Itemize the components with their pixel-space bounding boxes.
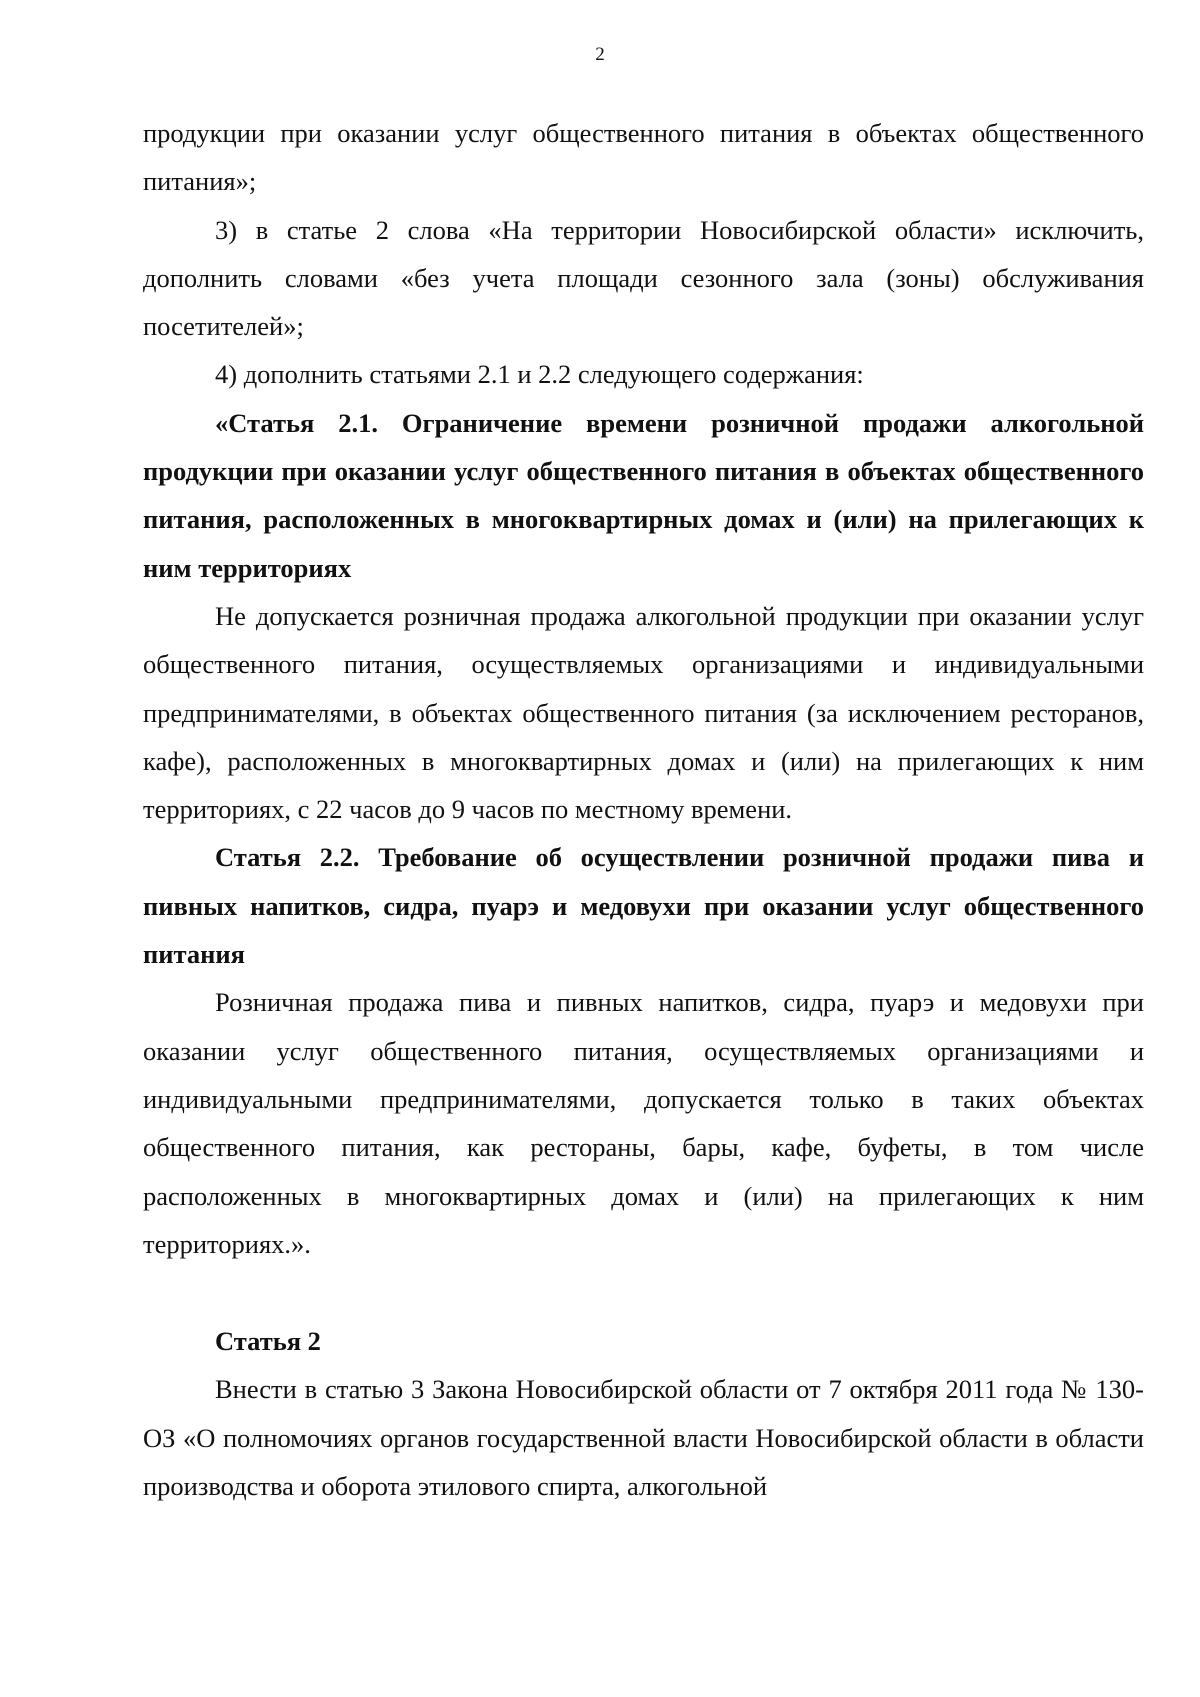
article-2-2-text: Розничная продажа пива и пивных напитков, сидра, пуарэ и медовухи при оказании услуг общественного питания, осуществляемых организациями и индивидуальными предпринимателями, допускается только в таких объектах общественного питания, как рестораны, бары, кафе, буфеты, в том числе расположенных в многоквартирных домах и (или) на прилегающих к ним территориях.».	[143, 987, 1144, 1259]
page-number: 2	[595, 44, 605, 65]
paragraph-item-3: 3) в статье 2 слова «На территории Новосибирской области» исключить, дополнить словами «без учета площади сезонного зала (зоны) обслуживания посетителей»;	[143, 214, 1144, 342]
paragraph-item-4: 4) дополнить статьями 2.1 и 2.2 следующего содержания:	[215, 359, 864, 390]
article-2-text: Внести в статью 3 Закона Новосибирской области от 7 октября 2011 года № 130-ОЗ «О полномочиях органов государственной власти Новосибирской области в области производства и оборота этилового спирта, алкогольной	[143, 1374, 1144, 1502]
document-body	[143, 109, 1144, 1510]
article-2-1-heading: «Статья 2.1. Ограничение времени розничной продажи алкогольной продукции при оказании услуг общественного питания в объектах общественного питания, расположенных в многоквартирных домах и (или) на прилегающих к ним территориях	[143, 407, 1144, 583]
article-2-1-text: Не допускается розничная продажа алкогольной продукции при оказании услуг общественного питания, осуществляемых организациями и индивидуальными предпринимателями, в объектах общественного питания (за исключением ресторанов, кафе), расположенных в многоквартирных домах и (или) на прилегающих к ним территориях, с 22 часов до 9 часов по местному времени.	[143, 600, 1144, 825]
article-2-heading: Статья 2	[215, 1326, 321, 1357]
paragraph-continuation: продукции при оказании услуг общественного питания в объектах общественного питания»;	[143, 118, 1144, 197]
article-2-2-heading: Статья 2.2. Требование об осуществлении розничной продажи пива и пивных напитков, сидра, пуарэ и медовухи при оказании услуг общественного питания	[143, 842, 1144, 970]
